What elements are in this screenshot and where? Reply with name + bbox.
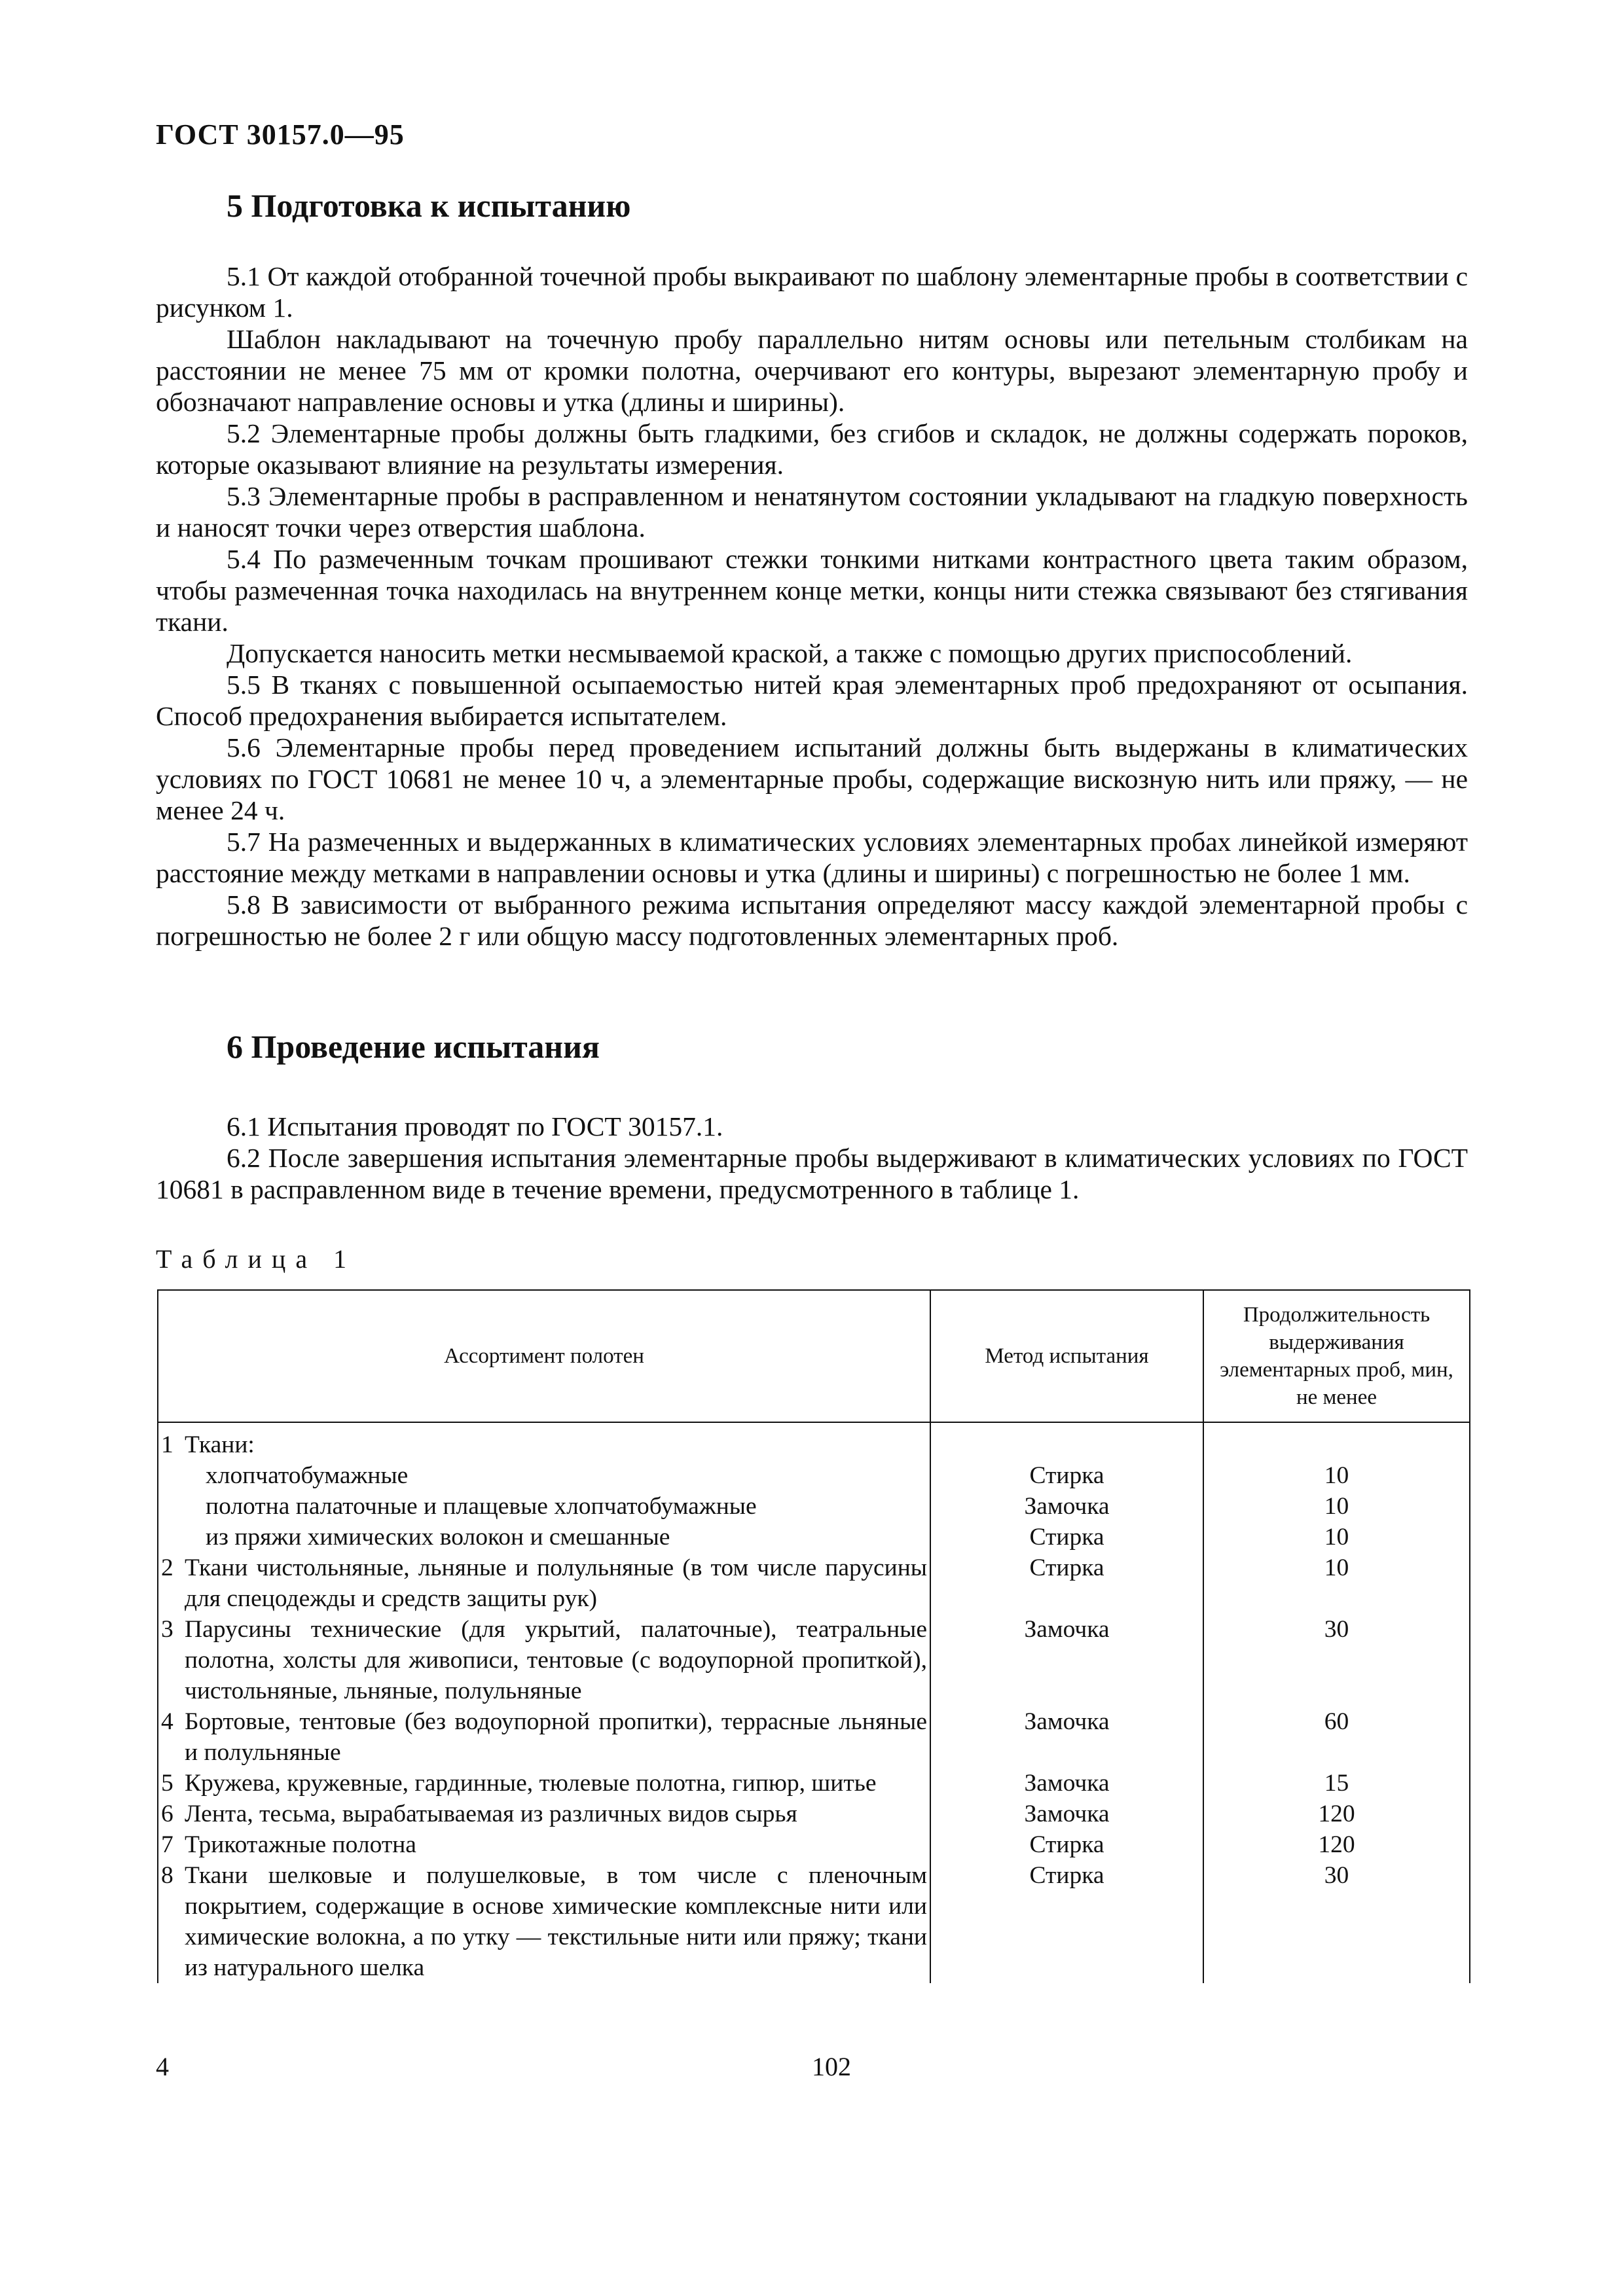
paragraph-5-6: 5.6 Элементарные пробы перед проведением испытаний должны быть выдержаны в климатических условиях по ГОСТ 10681 не менее 10 ч, а элементарные пробы, содержащие вискозную нить или пряжу, — не менее 24 ч. [156,732,1468,825]
row-text: Парусины технические (для укрытий, палаточные), театральные полотна, холсты для живописи, тентовые (с водоупорной пропиткой), чистольняные, льняные, полульняные [185,1616,927,1704]
paragraph-6-2: 6.2 После завершения испытания элементарные пробы выдерживают в климатических условиях по ГОСТ 10681 в расправленном виде в течение времени, предусмотренного в таблице 1. [156,1143,1468,1204]
row-number: 1 [161,1431,173,1458]
row-text: хлопчатобумажные [206,1462,409,1489]
row-text: из пряжи химических волокон и смешанные [206,1524,670,1551]
duration-cell: 10 [1203,1552,1470,1614]
duration-cell: 30 [1203,1860,1470,1983]
header-method: Метод испытания [930,1290,1203,1422]
row-number: 6 [161,1801,173,1827]
table-row [158,1768,1470,1799]
row-text: Ткани: [185,1431,255,1458]
paragraph-marks: Допускается наносить метки несмываемой краской, а также с помощью других приспособлений. [227,638,1353,668]
duration-value: 10 [1324,1493,1349,1520]
section-5-body [156,260,1468,952]
method-value: Замочка [1024,1493,1110,1520]
method-cell: Замочка [930,1706,1203,1768]
row-number: 8 [161,1862,173,1889]
assortment-cell [158,1552,930,1614]
header-assortment: Ассортимент полотен [158,1290,930,1422]
paragraph-5-8: 5.8 В зависимости от выбранного режима испытания определяют массу каждой элементарной пробы с погрешностью не более 2 г или общую массу подготовленных элементарных проб. [156,889,1468,951]
assortment-cell [158,1860,930,1983]
method-cell [930,1422,1203,1552]
duration-cell: 15 [1203,1768,1470,1799]
row-text: полотна палаточные и плащевые хлопчатобумажные [206,1493,757,1520]
method-cell: Замочка [930,1768,1203,1799]
row-text: Кружева, кружевные, гардинные, тюлевые полотна, гипюр, шитье [185,1770,877,1797]
method-value: Стирка [1029,1462,1104,1489]
row-text: Лента, тесьма, вырабатываемая из различных видов сырья [185,1801,797,1827]
paragraph-template: Шаблон накладывают на точечную пробу параллельно нитям основы или петельным столбикам на расстоянии не менее 75 мм от кромки полотна, очерчивают его контуры, вырезают элементарную пробу и обозначают направление основы и утка (длины и ширины). [156,324,1468,417]
duration-cell: 120 [1203,1829,1470,1860]
paragraph-5-5: 5.5 В тканях с повышенной осыпаемостью нитей края элементарных проб предохраняют от осыпания. Способ предохранения выбирается испытателем. [156,670,1468,731]
paragraph-5-7: 5.7 На размеченных и выдержанных в климатических условиях элементарных пробах линейкой измеряют расстояние между метками в направлении основы и утка (длины и ширины) с погрешностью не более 1 мм. [156,827,1468,888]
row-text: Ткани шелковые и полушелковые, в том числе с пленочным покрытием, содержащие в основе химические комплексные нити или химические волокна, а по утку — текстильные нити или пряжу; ткани из натурального шелка [185,1862,927,1981]
method-cell: Стирка [930,1860,1203,1983]
header-duration: Продолжительность выдерживания элементарных проб, мин, не менее [1203,1290,1470,1422]
row-number: 7 [161,1831,173,1858]
table-row [158,1799,1470,1829]
assortment-cell [158,1799,930,1829]
table-row [158,1829,1470,1860]
section-5-title: 5 Подготовка к испытанию [227,187,631,224]
section-6-title: 6 Проведение испытания [227,1028,600,1065]
row-number: 2 [161,1554,173,1581]
row-text: Трикотажные полотна [185,1831,416,1858]
method-cell: Замочка [930,1799,1203,1829]
page-number-center: 102 [812,2052,851,2081]
table-row [158,1706,1470,1768]
duration-value: 10 [1324,1462,1349,1489]
table-header-row [158,1290,1470,1422]
duration-cell [1203,1422,1470,1552]
row-text: Ткани чистольняные, льняные и полульняные (в том числе парусины для спецодежды и средств защиты рук) [185,1554,927,1612]
row-text: Бортовые, тентовые (без водоупорной пропитки), террасные льняные и полульняные [185,1708,927,1766]
duration-value: 10 [1324,1524,1349,1551]
assortment-cell [158,1422,930,1552]
method-cell: Замочка [930,1614,1203,1706]
paragraph-6-1: 6.1 Испытания проводят по ГОСТ 30157.1. [227,1111,723,1141]
table-row [158,1860,1470,1983]
duration-cell: 60 [1203,1706,1470,1768]
paragraph-5-4: 5.4 По размеченным точкам прошивают стежки тонкими нитками контрастного цвета таким образом, чтобы размеченная точка находилась на внутреннем конце метки, концы нити стежка связывают без стягивания ткани. [156,544,1468,637]
method-value: Стирка [1029,1524,1104,1551]
assortment-cell [158,1706,930,1768]
table-row [158,1614,1470,1706]
paragraph-5-3: 5.3 Элементарные пробы в расправленном и ненатянутом состоянии укладывают на гладкую поверхность и наносят точки через отверстия шаблона. [156,481,1468,543]
table-1 [157,1289,1470,1983]
duration-cell: 30 [1203,1614,1470,1706]
row-number: 5 [161,1770,173,1797]
row-number: 3 [161,1616,173,1643]
row-number: 4 [161,1708,173,1735]
table-row [158,1552,1470,1614]
assortment-cell [158,1614,930,1706]
document-id: ГОСТ 30157.0—95 [156,118,405,151]
section-6-body [156,1111,1468,1205]
method-cell: Стирка [930,1552,1203,1614]
method-cell: Стирка [930,1829,1203,1860]
assortment-cell [158,1768,930,1799]
assortment-cell [158,1829,930,1860]
paragraph-5-1: 5.1 От каждой отобранной точечной пробы выкраивают по шаблону элементарные пробы в соответствии с рисунком 1. [156,261,1468,323]
table-row [158,1422,1470,1552]
table-caption: Таблица 1 [156,1244,357,1274]
paragraph-5-2: 5.2 Элементарные пробы должны быть гладкими, без сгибов и складок, не должны содержать пороков, которые оказывают влияние на результаты измерения. [156,418,1468,480]
page-number-left: 4 [156,2052,169,2081]
duration-cell: 120 [1203,1799,1470,1829]
